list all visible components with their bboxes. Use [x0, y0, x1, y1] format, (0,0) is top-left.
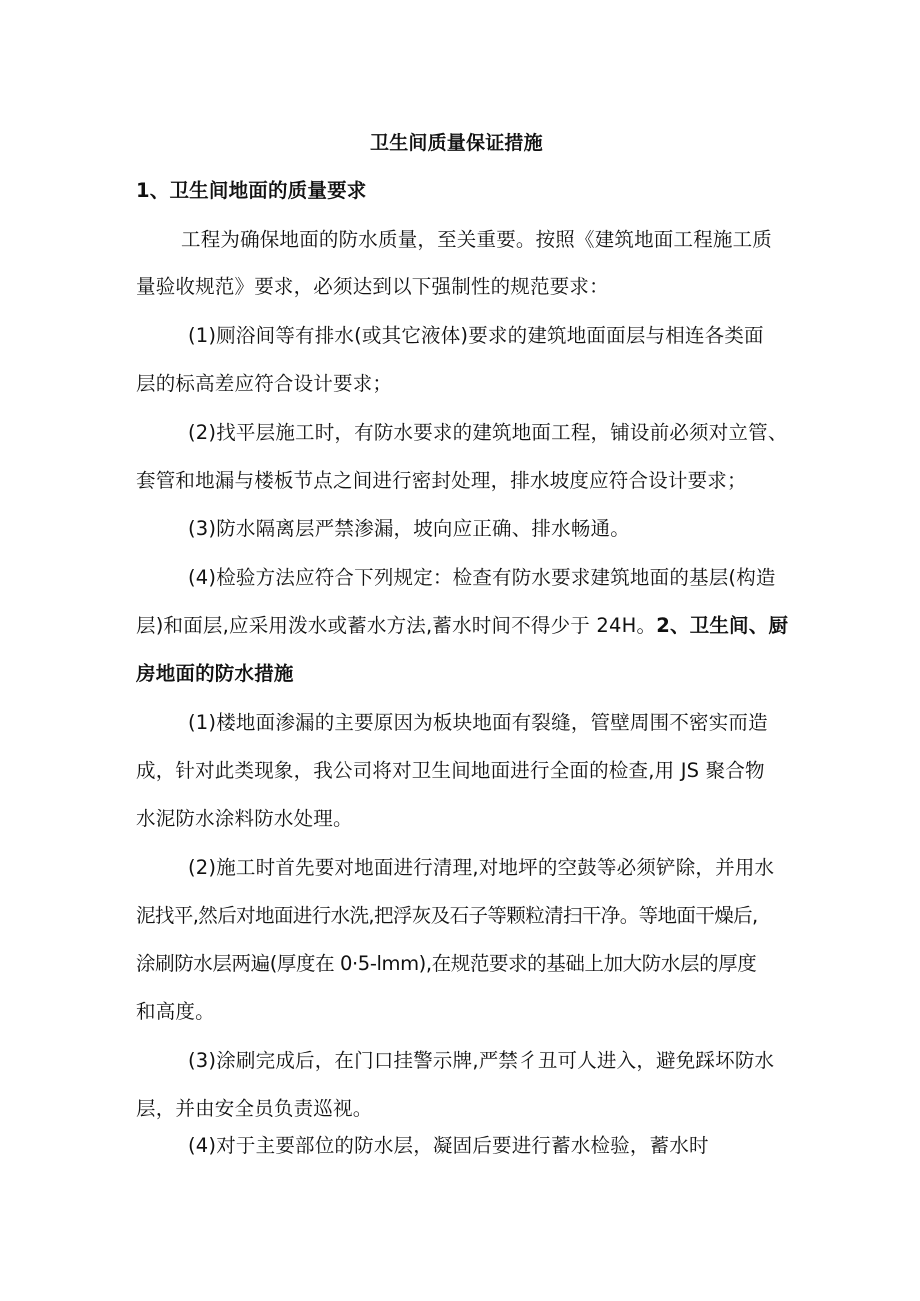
paragraph-line: 工程为确保地面的防水质量，至关重要。按照《建筑地面工程施工质	[181, 228, 773, 251]
paragraph-line: 层的标高差应符合设计要求；	[136, 372, 393, 395]
paragraph-line: (1)楼地面渗漏的主要原因为板块地面有裂缝，管壁周围不密实而造	[188, 711, 768, 734]
paragraph-line: 涂刷防水层两遍(厚度在 0·5-lmm),在规范要求的基础上加大防水层的厚度	[136, 952, 757, 975]
section-heading-1: 1、卫生间地面的质量要求	[136, 179, 367, 202]
document-title: 卫生间质量保证措施	[370, 132, 543, 154]
paragraph-line: 量验收规范》要求，必须达到以下强制性的规范要求：	[136, 275, 609, 298]
paragraph-line: 泥找平,然后对地面进行水洗,把浮灰及石子等颗粒清扫干净。等地面干燥后,	[136, 904, 758, 927]
paragraph-line: 成，针对此类现象，我公司将对卫生间地面进行全面的检查,用 JS 聚合物	[136, 759, 765, 782]
paragraph-line: 层，并由安全员负责巡视。	[136, 1097, 373, 1120]
paragraph-line: (4)对于主要部位的防水层，凝固后要进行蓄水检验，蓄水时	[188, 1134, 709, 1157]
paragraph-line: (3)防水隔离层严禁渗漏，坡向应正确、排水畅通。	[188, 517, 630, 540]
section-heading-2-start: 2、卫生间、厨	[656, 614, 789, 637]
paragraph-line: (1)厕浴间等有排水(或其它液体)要求的建筑地面面层与相连各类面	[188, 324, 764, 347]
paragraph-line: (2)施工时首先要对地面进行清理,对地坪的空鼓等必须铲除，并用水	[188, 856, 775, 879]
paragraph-text: 层)和面层,应采用泼水或蓄水方法,蓄水时间不得少于 24H。	[136, 614, 657, 637]
paragraph-line: 水泥防水涂料防水处理。	[136, 807, 353, 830]
paragraph-line: (2)找平层施工时，有防水要求的建筑地面工程，铺设前必须对立管、	[188, 421, 788, 444]
section-heading-2-end: 房地面的防水措施	[136, 662, 294, 685]
paragraph-line-with-heading	[136, 614, 788, 638]
paragraph-line: 套管和地漏与楼板节点之间进行密封处理，排水坡度应符合设计要求；	[136, 469, 747, 492]
paragraph-line: 和高度。	[136, 1000, 215, 1023]
paragraph-line: (3)涂刷完成后，在门口挂警示牌,严禁彳丑可人进入，避免踩坏防水	[188, 1049, 775, 1072]
paragraph-line: (4)检验方法应符合下列规定：检查有防水要求建筑地面的基层(构造	[188, 566, 776, 589]
